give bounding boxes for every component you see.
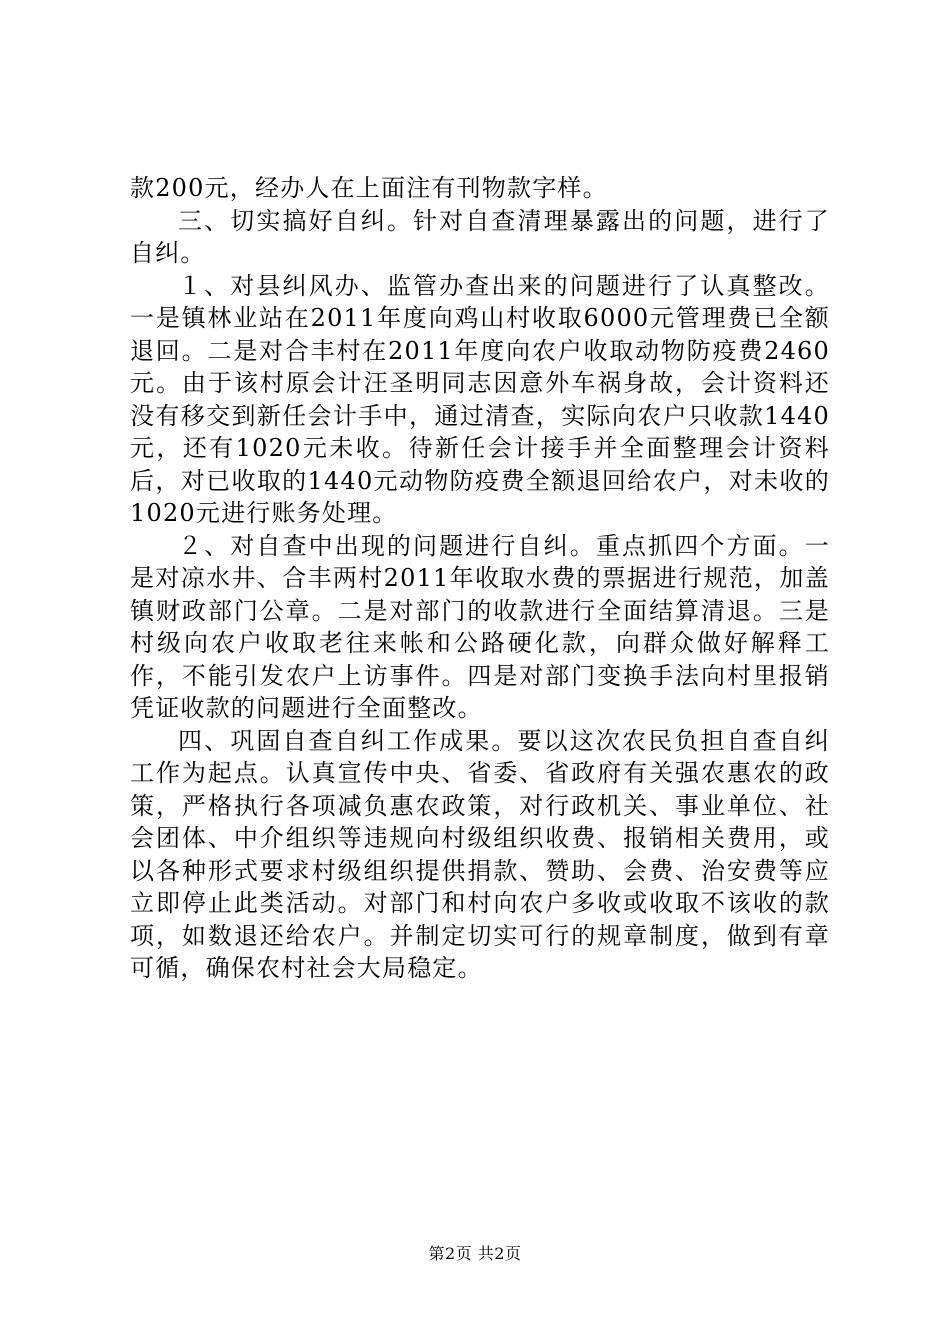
paragraph-continuation: 款200元，经办人在上面注有刊物款字样。 — [130, 174, 608, 202]
page-footer: 第2页 共2页 — [428, 1244, 522, 1263]
paragraph-section-three: 三、切实搞好自纠。针对自查清理暴露出的问题，进行了自纠。 — [130, 206, 830, 267]
paragraph-section-four: 四、巩固自查自纠工作成果。要以这次农民负担自查自纠工作为起点。认真宣传中央、省委、省政府有关强农惠农的政策，严格执行各项减负惠农政策，对行政机关、事业单位、社会团体、中介组织等违规向村级组织收费、报销相关费用，或以各种形式要求村级组织提供捐款、赞助、会费、治安费等应立即停止此类活动。对部门和村向农户多收或收取不该收的款项，如数退还给农户。并制定切实可行的规章制度，做到有章可循，确保农村社会大局稳定。 — [130, 726, 830, 982]
paragraph-item-two: ２、对自查中出现的问题进行自纠。重点抓四个方面。一是对凉水井、合丰两村2011年收取水费的票据进行规范，加盖镇财政部门公章。二是对部门的收款进行全面结算清退。三是村级向农户收取老往来帐和公路硬化款，向群众做好解释工作，不能引发农户上访事件。四是对部门变换手法向村里报销凭证收款的问题进行全面整改。 — [130, 531, 830, 722]
paragraph-item-one: １、对县纠风办、监管办查出来的问题进行了认真整改。一是镇林业站在2011年度向鸡山村收取6000元管理费已全额退回。二是对合丰村在2011年度向农户收取动物防疫费2460元。由于该村原会计汪圣明同志因意外车祸身故，会计资料还没有移交到新任会计手中，通过清查，实际向农户只收款1440元，还有1020元未收。待新任会计接手并全面整理会计资料后，对已收取的1440元动物防疫费全额退回给农户，对未收的1020元进行账务处理。 — [130, 271, 830, 527]
document-body — [130, 172, 830, 985]
